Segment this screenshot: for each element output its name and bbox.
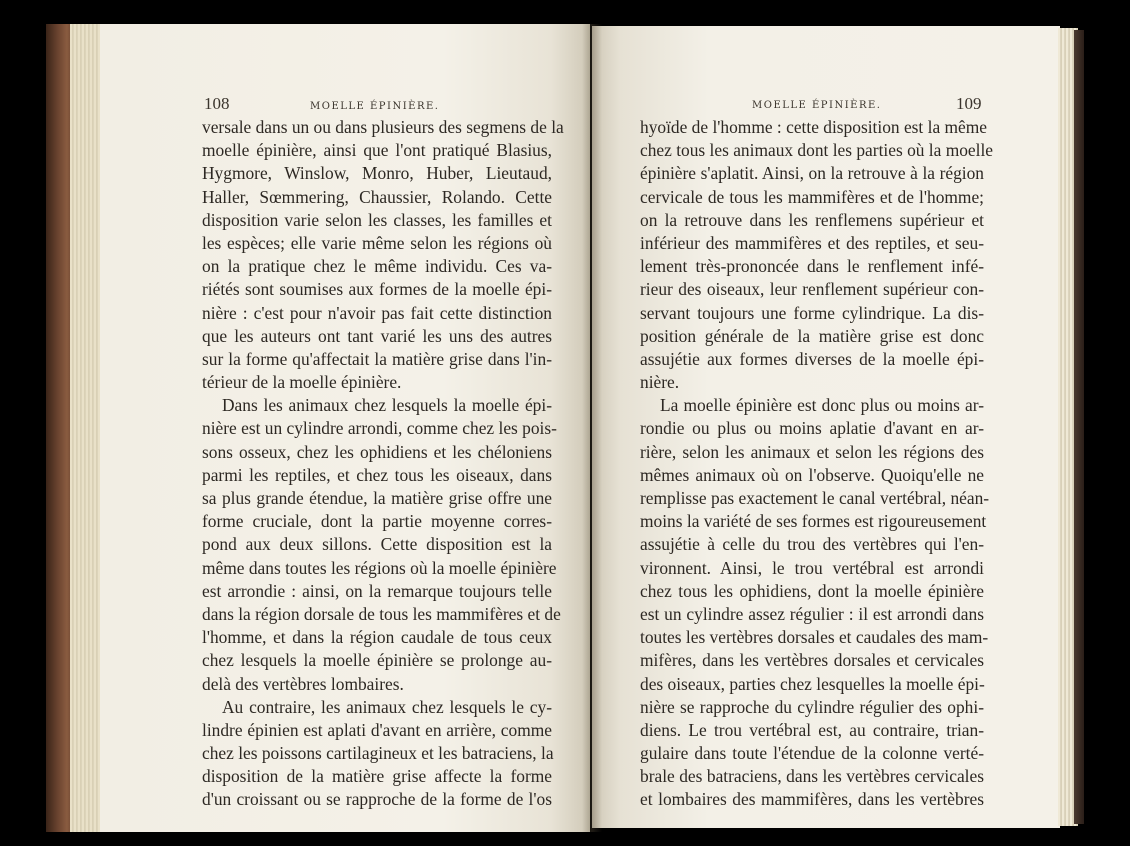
text-line: versale dans un ou dans plusieurs des segmens de la [202,117,564,137]
text-line: rière, selon les animaux et selon les régions des [640,441,984,462]
text-line: Dans les animaux chez lesquels la moelle épi- [222,395,552,416]
text-line: on la retrouve dans les renflemens supérieur et [640,209,984,230]
text-line: diens. Le trou vertébral est, au contraire, trian- [640,719,984,740]
text-line: sur la forme qu'affectait la matière grise dans l'in- [202,348,552,369]
text-line: mifères, dans les vertèbres dorsales et cervicales [640,650,984,671]
book-gutter [582,24,602,832]
text-line: même dans toutes les régions où la moelle épinière [202,557,557,578]
text-line: assujétie aux formes diverses de la moelle épi- [640,348,984,369]
text-line: lement très-prononcée dans le renflement infé- [640,256,984,277]
right-page-number: 109 [956,94,982,113]
text-line: pond aux deux sillons. Cette disposition est la [202,534,552,555]
text-line: les espèces; elle varie même selon les régions où [202,232,552,253]
text-line: mêmes animaux où on l'observe. Quoiqu'elle ne [640,464,984,485]
text-line: brale des batraciens, dans les vertèbres cervicales [640,766,984,787]
text-line: nière est un cylindre arrondi, comme chez les pois- [202,418,557,439]
text-line: épinière s'aplatit. Ainsi, on la retrouve à la région [640,163,984,184]
text-line: nière. [640,372,680,393]
left-running-head: MOELLE ÉPINIÈRE. [310,101,440,112]
text-line: parmi les reptiles, et chez tous les oiseaux, dans [202,464,552,485]
text-line: Haller, Sœmmering, Chaussier, Rolando. Cette [202,186,552,207]
text-line: dans la région dorsale de tous les mammifères et de [202,603,561,624]
text-line: que les auteurs ont tant varié les uns des autres [202,325,552,346]
text-line: on la pratique chez le même individu. Ces va- [202,256,552,277]
text-line: disposition varie selon les classes, les familles et [202,209,552,230]
text-line: forme cruciale, dont la partie moyenne corres- [202,511,552,532]
text-line: La moelle épinière est donc plus ou moins ar- [660,395,984,416]
text-line: servant toujours une forme cylindrique. La dis- [640,302,984,323]
text-line: chez tous les animaux dont les parties où la moelle [640,140,994,161]
text-line: disposition de la matière grise affecte la forme [202,766,552,787]
text-line: d'un croissant ou se rapproche de la forme de l'os [202,789,552,810]
right-cover-edge [1074,30,1084,824]
text-line: cervicale de tous les mammifères et de l'homme; [640,186,984,207]
text-line: nière se rapproche du cylindre régulier des ophi- [640,696,984,717]
left-page-number: 108 [204,94,230,113]
text-line: des oiseaux, parties chez lesquelles la moelle épi- [640,673,985,694]
text-line: rieur des oiseaux, leur renflement supérieur con- [640,279,984,300]
text-line: hyoïde de l'homme : cette disposition est la même [640,117,988,137]
text-line: et lombaires des mammifères, dans les vertèbres [640,789,984,810]
text-line: lindre épinien est aplati d'avant en arrière, comme [202,719,552,740]
text-line: gulaire dans toute l'étendue de la colonne verté- [640,743,984,764]
text-line: Hygmore, Winslow, Monro, Huber, Lieutaud, [202,163,552,184]
text-line: chez les poissons cartilagineux et les batraciens, la [202,743,554,764]
text-line: chez tous les ophidiens, dont la moelle épinière [640,580,984,601]
text-line: l'homme, et dans la région caudale de tous ceux [202,627,552,648]
text-line: vironnent. Ainsi, le trou vertébral est arrondi [640,557,984,578]
right-page [592,26,1060,828]
text-line: rondie ou plus ou moins aplatie d'avant en ar- [640,418,984,439]
right-page-text [640,116,994,812]
text-line: sa plus grande étendue, la matière grise offre une [202,488,552,508]
text-line: assujétie à celle du trou des vertèbres qui l'en- [640,534,984,555]
left-page [100,24,590,832]
text-line: Au contraire, les animaux chez lesquels le cy- [222,696,552,717]
text-line: moins la variété de ses formes est rigoureusement [640,511,987,532]
right-running-head: MOELLE ÉPINIÈRE. [752,100,882,111]
text-line: térieur de la moelle épinière. [202,372,402,393]
text-line: est arrondie : ainsi, on la remarque toujours telle [202,580,552,601]
text-line: sons osseux, chez les ophidiens et les chéloniens [202,441,552,462]
text-line: chez lesquels la moelle épinière se prolonge au- [202,650,552,671]
text-line: inférieur des mammifères et des reptiles, et seu- [640,232,984,253]
text-line: toutes les vertèbres dorsales et caudales des mam- [640,627,989,648]
text-line: nière : c'est pour n'avoir pas fait cette distinction [202,302,552,323]
text-line: position générale de la matière grise est donc [640,325,984,346]
left-page-text [202,116,564,812]
text-line: riétés sont soumises aux formes de la moelle épi- [202,279,552,300]
text-line: est un cylindre assez régulier : il est arrondi dans [640,603,984,624]
text-line: delà des vertèbres lombaires. [202,673,404,694]
text-line: remplisse pas exactement le canal vertébral, néan- [640,488,990,508]
left-page-stack [70,24,104,832]
text-line: moelle épinière, ainsi que l'ont pratiqué Blasius, [202,140,552,161]
